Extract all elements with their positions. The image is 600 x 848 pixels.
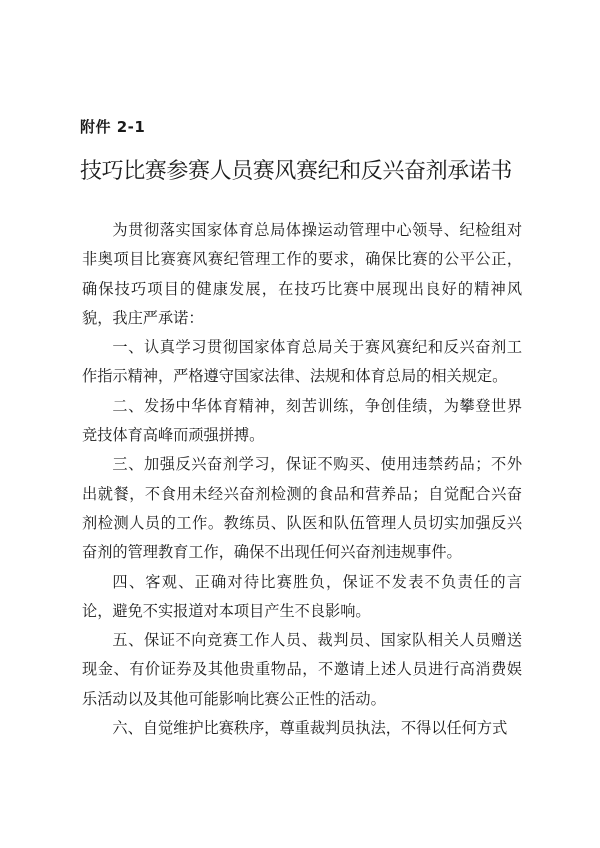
document-body: [82, 216, 522, 743]
document-title: 技巧比赛参赛人员赛风赛纪和反兴奋剂承诺书: [80, 159, 513, 184]
paragraph-intro: 为贯彻落实国家体育总局体操运动管理中心领导、纪检组对非奥项目比赛赛风赛纪管理工作的要求，确保比赛的公平公正，确保技巧项目的健康发展，在技巧比赛中展现出良好的精神风貌，我庄严承诺：: [82, 221, 522, 327]
paragraph-item-5: 五、保证不向竞赛工作人员、裁判员、国家队相关人员赠送现金、有价证券及其他贵重物品，不邀请上述人员进行高消费娱乐活动以及其他可能影响比赛公正性的活动。: [82, 631, 522, 708]
paragraph-item-1: 一、认真学习贯彻国家体育总局关于赛风赛纪和反兴奋剂工作指示精神，严格遵守国家法律、法规和体育总局的相关规定。: [82, 338, 522, 386]
paragraph-item-2: 二、发扬中华体育精神，刻苦训练，争创佳绩，为攀登世界竞技体育高峰而顽强拼搏。: [82, 396, 522, 445]
paragraph-item-4: 四、客观、正确对待比赛胜负，保证不发表不负责任的言论，避免不实报道对本项目产生不良影响。: [82, 572, 522, 620]
paragraph-item-6: 六、自觉维护比赛秩序，尊重裁判员执法，不得以任何方式: [112, 719, 508, 738]
attachment-label: 附件 2-1: [80, 118, 146, 136]
paragraph-item-3: 三、加强反兴奋剂学习，保证不购买、使用违禁药品；不外出就餐，不食用未经兴奋剂检测的食品和营养品；自觉配合兴奋剂检测人员的工作。教练员、队医和队伍管理人员切实加强反兴奋剂的管理教育工作，确保不出现任何兴奋剂违规事件。: [82, 455, 522, 562]
